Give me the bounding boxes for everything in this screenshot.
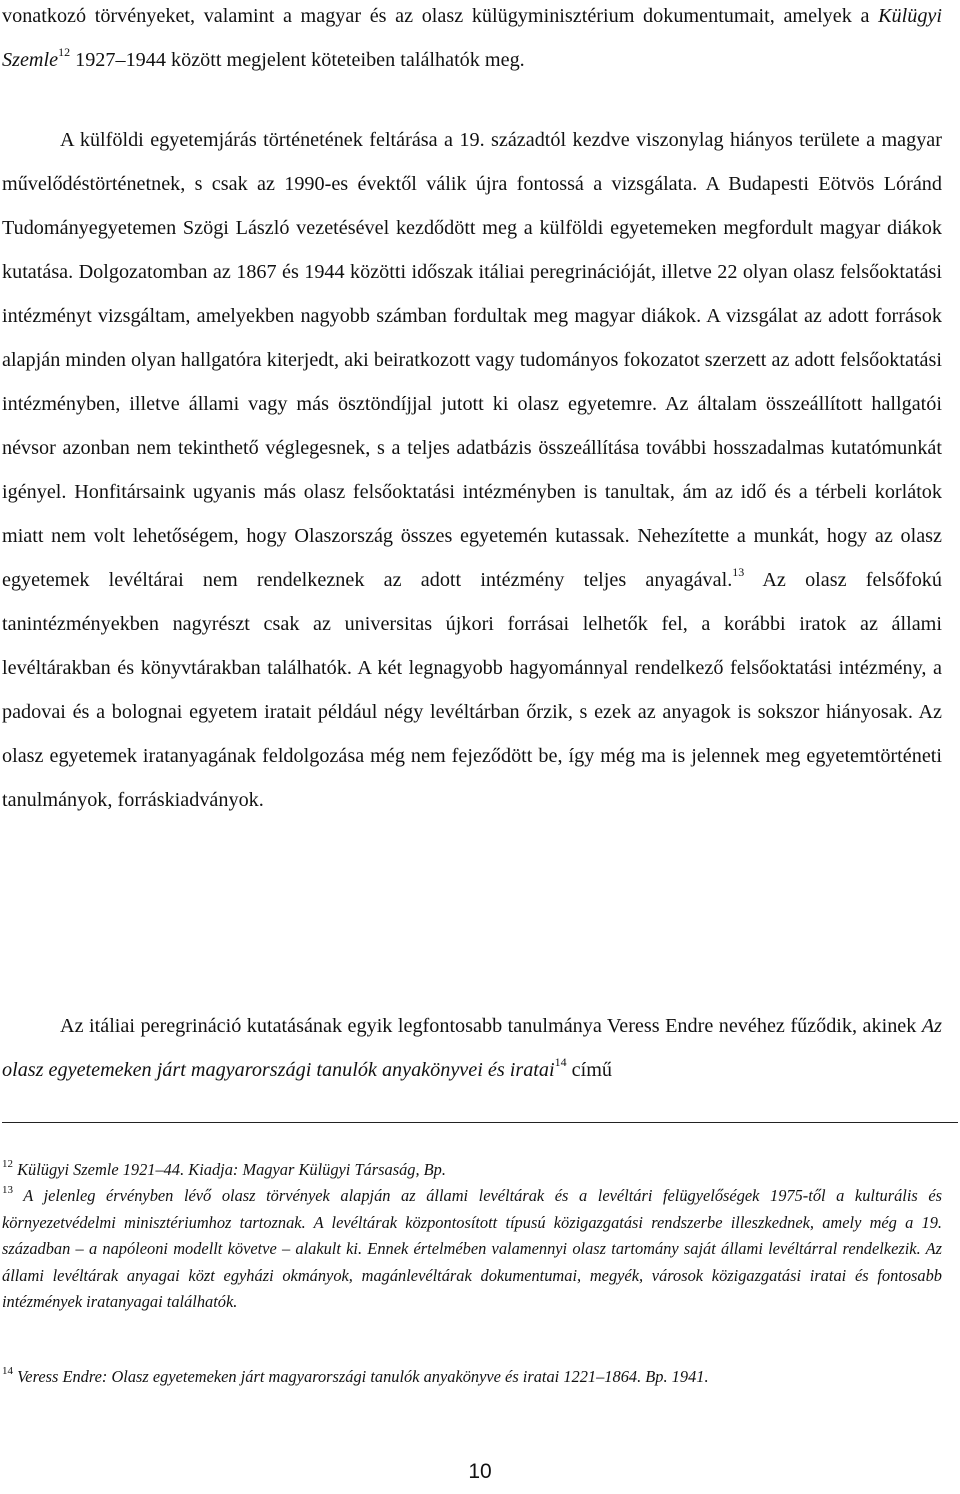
footnote-text: A jelenleg érvényben lévő olasz törvények alapján az állami levéltárak és a levéltári felügyelőségek 1975-től a kulturális és környezetvédelmi minisztériumhoz tartoznak. A levéltárak központosított típusú közigazgatási rendszerbe illeszkednek, amely még a 19. században – a napóleoni modellt követve – alakult ki. Ennek értelmében valamennyi olasz tartomány saját állami levéltárral rendelkezik. Az állami levéltárak anyagai közt egyházi okmányok, magánlevéltárak dokumentumai, megyék, városok közigazgatási iratai és fontosabb intézmények iratanyagai találhatók. — [2, 1186, 942, 1311]
footnote-text: Veress Endre: Olasz egyetemeken járt magyarországi tanulók anyakönyve és iratai 1221–1864. Bp. 1941. — [13, 1367, 709, 1386]
book-title: Az olasz egyetemeken járt magyarországi tanulók anyakönyvei és iratai — [2, 1015, 942, 1081]
paragraph-text: A külföldi egyetemjárás történetének feltárása a 19. századtól kezdve viszonylag hiányos területe a magyar művelődéstörténetnek, s csak az 1990-es évektől válik újra fontossá a vizsgálata. A Budapesti Eötvös Lóránd Tudományegyetemen Szögi László vezetésével kezdődött meg a külföldi egyetemeken megfordult magyar diákok kutatása. Dolgozatomban az 1867 és 1944 közötti időszak itáliai peregrinációját, illetve 22 olyan olasz felsőoktatási intézményt vizsgáltam, amelyekben nagyobb számban fordultak meg magyar diákok. A vizsgálat az adott források alapján minden olyan hallgatóra kiterjedt, aki beiratkozott vagy tudományos fokozatot szerzett az adott felsőoktatási intézményben, illetve állami vagy más ösztöndíjjal jutott ki olasz egyetemre. Az általam összeállított hallgatói névsor azonban nem tekinthető véglegesnek, s a teljes adatbázis összeállítása további hosszadalmas kutatómunkát igényel. Honfitársaink ugyanis más olasz felsőoktatási intézményben is tanultak, ám az idő és a térbeli korlátok miatt nem volt lehetőségem, hogy Olaszország összes egyetemén kutassak. Nehezítette a munkát, hogy az olasz egyetemek levéltárai nem rendelkeznek az adott intézmény teljes anyagával. — [2, 129, 942, 591]
footnote-ref-12[interactable]: 12 — [58, 45, 71, 60]
paragraph-text: Az olasz felsőfokú tanintézményekben nagyrészt csak az universitas újkori forrásai lelhetők fel, a korábbi iratok az állami levéltárakban és könyvtárakban találhatók. A két legnagyobb hagyománnyal rendelkező felsőoktatási intézmény, a padovai és a bolognai egyetem iratait például négy levéltárban őrzik, s ezek az anyagok is sokszor hiányosak. Az olasz egyetemek iratanyagának feldolgozása még nem fejeződött be, így még ma is jelennek meg egyetemtörténeti tanulmányok, forráskiadványok. — [2, 569, 942, 811]
page-number: 10 — [468, 1460, 492, 1483]
footnote-number: 12 — [2, 1157, 13, 1170]
footnote-ref-13[interactable]: 13 — [732, 565, 745, 580]
footnote-text: Külügyi Szemle 1921–44. Kiadja: Magyar Külügyi Társaság, Bp. — [13, 1160, 446, 1179]
footnote-ref-14[interactable]: 14 — [554, 1055, 567, 1070]
footnote-separator — [2, 1122, 958, 1123]
footnote-13 — [2, 1183, 942, 1316]
paragraph-text: című — [566, 1059, 613, 1081]
paragraph-main — [2, 118, 942, 822]
paragraph-veress — [2, 1004, 942, 1092]
paragraph-text: 1927–1944 között megjelent köteteiben találhatók meg. — [70, 49, 525, 71]
footnote-number: 13 — [2, 1183, 13, 1196]
footnote-12 — [2, 1157, 942, 1184]
journal-title: Külügyi Szemle — [2, 5, 942, 71]
paragraph-continuation — [2, 0, 942, 82]
footnote-14 — [2, 1364, 942, 1391]
paragraph-text: vonatkozó törvényeket, valamint a magyar és az olasz külügyminisztérium dokumentumait, amelyek a — [2, 5, 879, 27]
footnote-number: 14 — [2, 1364, 13, 1377]
paragraph-text: Az itáliai peregrináció kutatásának egyik legfontosabb tanulmánya Veress Endre nevéhez fűződik, akinek — [60, 1015, 922, 1037]
